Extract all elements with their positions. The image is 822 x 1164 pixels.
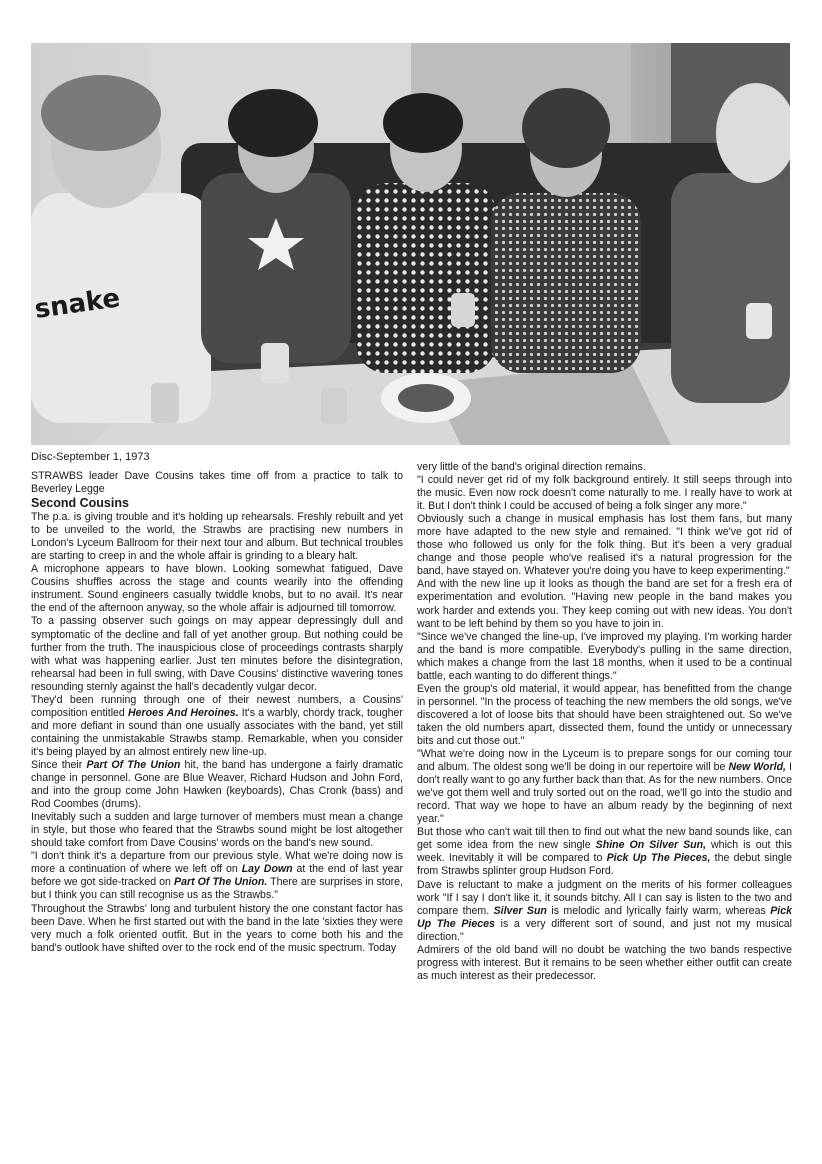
paragraph: To a passing observer such goings on may appear depressingly dull and symptomatic of the decline and fall of yet another group. But nothing could be further from the truth. The inauspicious close of proceedings contrasts sharply with what was happening earlier. Just ten minutes before the disintegration, rehearsal had been in full swing, with Dave Cousins' distinctive wavering tones resounding sternly against the hall's decadently vulgar decor. (31, 615, 403, 693)
song-title: Pick Up The Pieces (417, 904, 792, 930)
paragraph (31, 694, 403, 759)
article-left-column (31, 470, 403, 955)
paragraph (417, 748, 792, 826)
text-run: is melodic and lyrically fairly warm, whereas (551, 904, 766, 917)
article-headline: Second Cousins (31, 496, 129, 511)
text-run: "I don't think it's a departure from our previous style. What we're doing now is more a continuation of where we left off on (31, 850, 403, 876)
paragraph (31, 850, 403, 902)
paragraph (417, 879, 792, 944)
song-title: Heroes And Heroines. (127, 706, 239, 719)
paragraph (417, 826, 792, 878)
paragraph (31, 759, 403, 811)
text-run: But those who can't wait till then to find out what the new band sounds like, can get some idea from the new single (417, 826, 792, 852)
text-run: is a very different sort of sound, and just not my musical direction." (417, 917, 792, 943)
text-run: Dave is reluctant to make a judgment on the merits of his former colleagues work "If I say I don't like it, it sounds bitchy. All I can say is listen to the two and compare them. (417, 878, 792, 917)
paragraph: Even the group's old material, it would appear, has benefitted from the change in personnel. "In the process of teaching the new members the old songs, we've discovered a lot of loose bits that should have been straightened out. So we've taken the old numbers apart, dissected them, found the untidy or unnecessary bits and cut those out." (417, 682, 792, 747)
paragraph: "Since we've changed the line-up, I've improved my playing. I'm working harder and the band is more compatible. Everybody's pulling in the same direction, which makes a change from the last 18 months, when it used to be a continual battle, each wanting to do different things." (417, 630, 792, 682)
song-title: Pick Up The Pieces, (606, 852, 711, 865)
text-run: the debut single from Strawbs splinter group Hudson Ford. (417, 852, 792, 878)
band-photo-image (31, 43, 790, 445)
song-title: Part Of The Union. (174, 876, 268, 889)
band-photo (31, 43, 790, 445)
paragraph: "I could never get rid of my folk background entirely. It still seeps through into the music. Even now rock doesn't come naturally to me. I really have to work at it. But I don't think I could be accused of being a folk singer any more." (417, 474, 792, 513)
article-right-column (417, 461, 792, 983)
text-run: Since their (31, 758, 83, 771)
photo-caption: Disc-September 1, 1973 (31, 451, 150, 463)
paragraph: A microphone appears to have blown. Looking somewhat fatigued, Dave Cousins shuffles across the stage and counts wearily into the offending instrument. Sound engineers casually twiddle knobs, but to no avail. It's near the end of the afternoon anyway, so the whole affair is adjourned till tomorrow. (31, 563, 403, 615)
text-run: They'd been running through one of their newest numbers, a Cousins' composition entitled (31, 693, 403, 719)
text-run: It's a warbly, chordy track, tougher and more defiant in sound than one usually associates with the band, yet still containing the unmistakable Strawbs stamp. Remarkable, when you consider it's being played by an almost entirely new line-up. (31, 706, 403, 758)
paragraph: Admirers of the old band will no doubt be watching the two bands respective progress with interest. But it remains to be seen whether either outfit can create as much interest as their predecessor. (417, 943, 792, 982)
song-title: Lay Down (241, 863, 293, 876)
paragraph: The p.a. is giving trouble and it's holding up rehearsals. Freshly rebuilt and yet to be unveiled to the world, the Strawbs are practising new numbers in London's Lyceum Ballroom for their next tour and album. But technical troubles are starting to creep in and the whole affair is grinding to a bleary halt. (31, 511, 403, 563)
paragraph: very little of the band's original direction remains. (417, 461, 646, 473)
song-title: Part Of The Union (86, 758, 181, 771)
song-title: Silver Sun (493, 904, 547, 917)
text-run: There are surprises in store, but I think you can still recognise us as the Strawbs." (31, 876, 403, 902)
text-run: I don't really want to go any further back than that. As for the new numbers. Once we've got them well and truly sorted out on the road, we'll go into the studio and record. That way we hope to have an album ready by the beginning of next year." (417, 761, 792, 826)
song-title: New World, (728, 761, 787, 774)
song-title: Shine On Silver Sun, (595, 839, 707, 852)
paragraph: Obviously such a change in musical emphasis has lost them fans, but many more have adapted to the new style and remained. "I think we've got rid of those who followed us only for the folk thing. But it's been a very gradual change and those people who've realised it's a natural progression for the band, have stayed on. Whatever you're doing you have to keep experimenting." (417, 513, 792, 578)
text-run: which is out this week. Inevitably it will be compared to (417, 839, 792, 865)
paragraph: And with the new line up it looks as though the band are set for a fresh era of experimentation and evolution. "Having new people in the band makes you work harder and extends you. They keep coming out with new ideas. You don't want to be left behind by them so you have to join in. (417, 578, 792, 630)
paragraph: Inevitably such a sudden and large turnover of members must mean a change in style, but those who feared that the Strawbs sound might be lost altogether should take comfort from Dave Cousins' words on the band's new sound. (31, 811, 403, 850)
paragraph: Throughout the Strawbs' long and turbulent history the one constant factor has been Dave. When he first started out with the band in the late 'sixties they were very much a folk oriented outfit. But in the years to come both his and the band's outlook have shifted over to the rock end of the music spectrum. Today (31, 902, 403, 954)
article-intro: STRAWBS leader Dave Cousins takes time off from a practice to talk to Beverley Legge (31, 470, 403, 496)
text-run: hit, the band has undergone a fairly dramatic change in personnel. Gone are Blue Weaver, Richard Hudson and John Ford, and into the group come John Hawken (keyboards), Chas Cronk (bass) and Rod Coombes (drums). (31, 758, 403, 811)
text-run: "What we're doing now in the Lyceum is to prepare songs for our coming tour and album. The oldest song we'll be doing in our repertoire will be (417, 748, 792, 774)
text-run: at the end of last year before we got side-tracked on (31, 863, 403, 889)
shirt-logo: snake (32, 283, 122, 325)
